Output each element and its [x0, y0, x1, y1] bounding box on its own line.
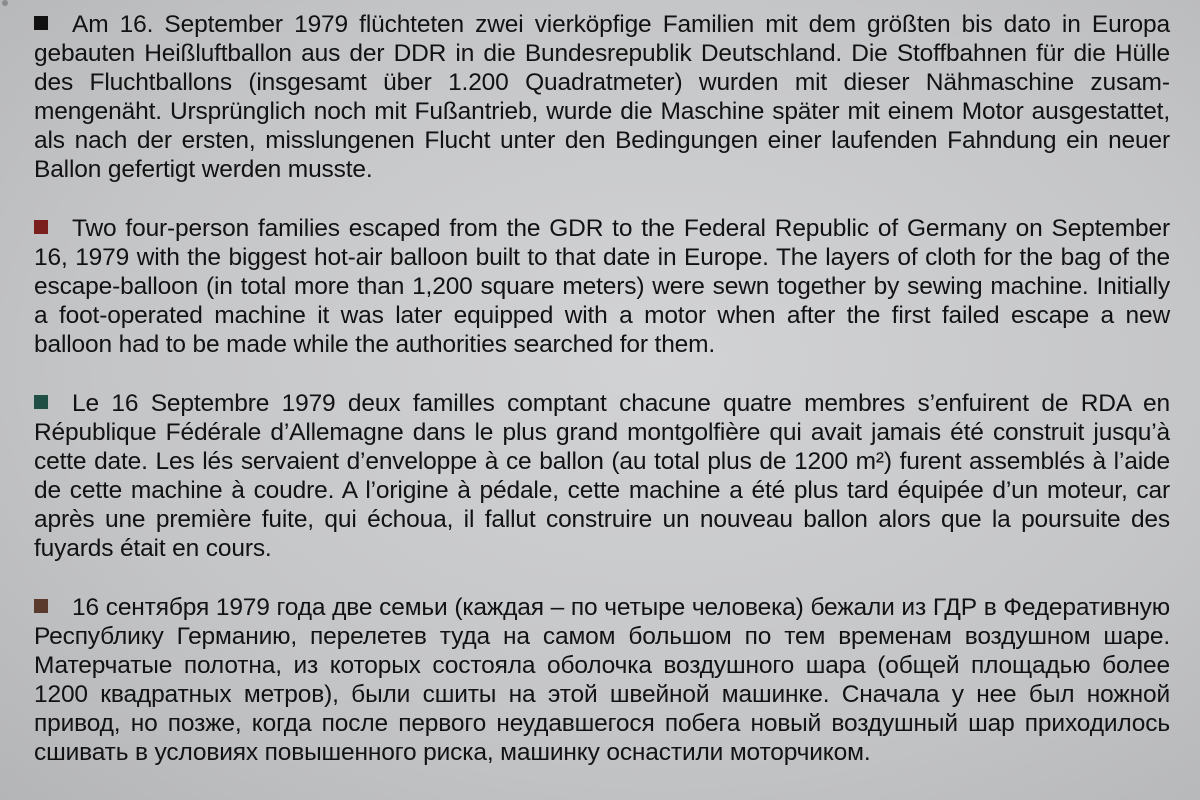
paragraph-russian: [34, 593, 1170, 767]
text-english: Two four-person families escaped from the GDR to the Federal Republic of Germany on September 16, 1979 with the biggest hot-air balloon built to that date in Europe. The layers of cloth for the bag of the escape-balloon (in total more than 1,200 square meters) were sewn together by sewing machine. Initially a foot-operated machine it was later equipped with a motor when after the first failed escape a new balloon had to be made while the authorities searched for them.: [34, 215, 1170, 358]
bullet-german: [34, 16, 48, 30]
bullet-french: [34, 395, 48, 409]
paragraph-french: [34, 389, 1170, 563]
pin-mark: [2, 0, 8, 6]
text-german: Am 16. September 1979 flüchteten zwei vierköpfige Familien mit dem größten bis dato in Europa gebauten Heißluftballon aus der DDR in die Bundesrepublik Deutschland. Die Stoffbahnen für die Hülle des Fluchtballons (insgesamt über 1.200 Quadratmeter) wurden mit dieser Nähmaschine zusammengenäht. Ursprünglich noch mit Fußantrieb, wurde die Maschine später mit einem Motor ausgestattet, als nach der ersten, misslungenen Flucht unter den Bedingungen einer laufenden Fahndung ein neuer Ballon gefertigt werden musste.: [34, 11, 1170, 183]
paragraph-german: [34, 10, 1170, 184]
bullet-english: [34, 220, 48, 234]
text-french: Le 16 Septembre 1979 deux familles comptant chacune quatre membres s’enfuirent de RDA en République Fédérale d’Allemagne dans le plus grand montgolfière qui avait jamais été construit jusqu’à cette date. Les lés servaient d’enveloppe à ce ballon (au total plus de 1200 m²) furent assemblés à l’aide de cette machine à coudre. A l’origine à pédale, cette machine a été plus tard équipée d’un moteur, car après une première fuite, qui échoua, il fallut construire un nouveau ballon alors que la poursuite des fuyards était en cours.: [34, 390, 1170, 562]
bullet-russian: [34, 599, 48, 613]
info-panel: [34, 10, 1170, 767]
text-russian: 16 сентября 1979 года две семьи (каждая – по четыре человека) бежали из ГДР в Федеративную Республику Германию, перелетев туда на самом большом по тем временам воздушном шаре. Матерчатые полотна, из которых состояла оболочка воздушного шара (общей площадью более 1200 квадратных метров), были сшиты на этой швейной машинке. Сначала у нее был ножной привод, но позже, когда после первого неудавшегося побега новый воздушный шар приходилось сшивать в условиях повышенного риска, машинку оснастили моторчиком.: [34, 594, 1170, 766]
paragraph-english: [34, 214, 1170, 359]
